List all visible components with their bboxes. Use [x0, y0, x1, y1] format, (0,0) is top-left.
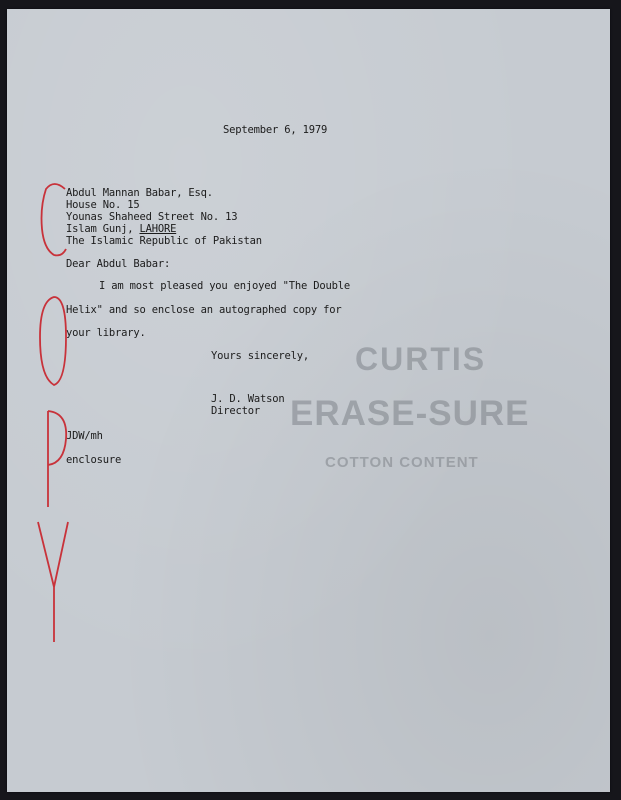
copy-stamp — [32, 177, 72, 647]
recipient-name: Abdul Mannan Babar, Esq. — [66, 187, 213, 199]
copy-stamp-letter-c — [42, 184, 67, 255]
signer-name: J. D. Watson — [211, 393, 285, 405]
copy-stamp-letter-p — [48, 411, 66, 507]
copy-stamp-letter-y — [38, 522, 68, 642]
recipient-city-prefix: Islam Gunj, — [66, 223, 140, 235]
letter-page — [7, 9, 610, 792]
watermark-curtis: CURTIS — [355, 341, 487, 377]
typist-initials: JDW/mh — [66, 430, 103, 442]
letter-date: September 6, 1979 — [223, 124, 328, 136]
body-line-2: Helix" and so enclose an autographed copy for — [66, 304, 342, 316]
signer-title: Director — [211, 405, 260, 417]
copy-stamp-letter-o — [40, 297, 66, 385]
recipient-country: The Islamic Republic of Pakistan — [66, 235, 262, 247]
closing: Yours sincerely, — [211, 350, 309, 362]
copy-stamp-letters — [32, 177, 72, 647]
recipient-address-line2: Younas Shaheed Street No. 13 — [66, 211, 238, 223]
recipient-address-line1: House No. 15 — [66, 199, 140, 211]
enclosure-note: enclosure — [66, 454, 122, 466]
body-line-3: your library. — [66, 327, 146, 339]
body-line-1: I am most pleased you enjoyed "The Double — [99, 280, 350, 292]
recipient-city-line — [66, 223, 176, 235]
watermark-cotton-content: COTTON CONTENT — [325, 454, 479, 471]
recipient-city: LAHORE — [139, 223, 177, 235]
salutation: Dear Abdul Babar: — [66, 258, 171, 270]
watermark-erase-sure: ERASE-SURE — [290, 394, 530, 433]
